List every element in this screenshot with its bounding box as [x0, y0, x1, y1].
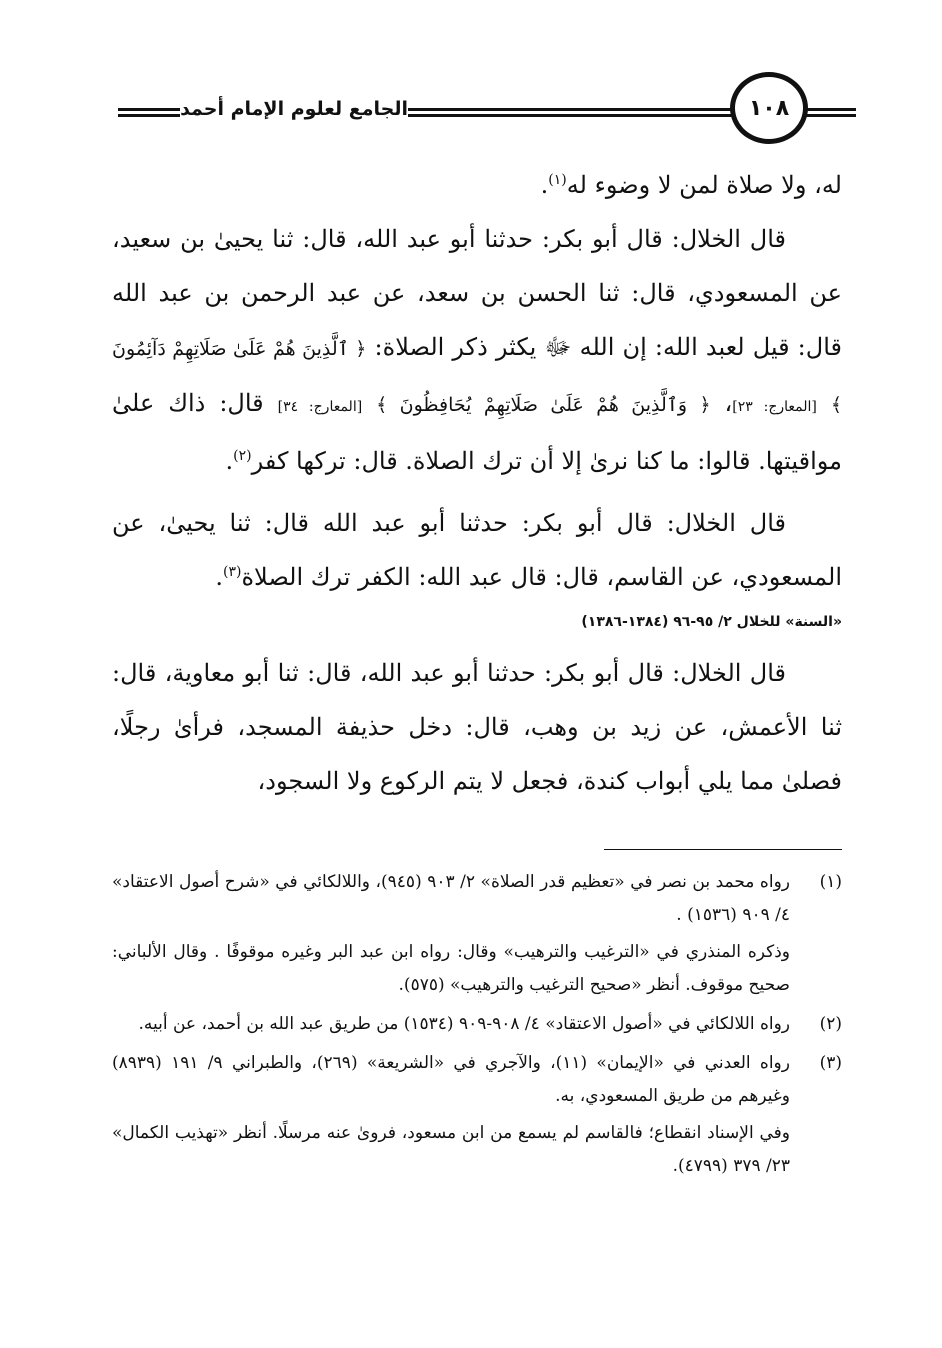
footnote-3-continuation: وفي الإسناد انقطاع؛ فالقاسم لم يسمع من ابن مسعود، فروىٰ عنه مرسلًا. أنظر «تهذيب الكمال» ٢٣/ ٣٧٩ (٤٧٩٩).: [112, 1123, 790, 1176]
header-rule-left-bottom: [118, 114, 180, 117]
footnote-mark-2: (٢): [233, 448, 252, 464]
footnote-number: (٢): [819, 1014, 842, 1034]
header-rule-left-top: [118, 108, 180, 111]
footnote-text: رواه اللالكائي في «أصول الاعتقاد» ٤/ ٩٠٨-٩٠٩ (١٥٣٤) من طريق عبد الله بن أحمد، عن أبيه.: [138, 1014, 790, 1034]
running-title: الجامع لعلوم الإمام أحمد: [180, 98, 408, 120]
paragraph-2-end: .: [225, 447, 234, 475]
paragraph-4: قال الخلال: قال أبو بكر: حدثنا أبو عبد الله، قال: ثنا أبو معاوية، قال: ثنا الأعمش، عن زيد بن وهب، قال: دخل حذيفة المسجد، فرأىٰ رجلًا، فصلىٰ مما يلي أبواب كندة، فجعل لا يتم الركوع ولا السجود،: [112, 659, 842, 795]
paragraph-2-text: قال الخلال: قال أبو بكر: حدثنا أبو عبد الله، قال: ثنا يحيىٰ بن سعيد، عن المسعودي، قال: ثنا الحسن بن سعد، عن عبد الرحمن بن عبد الله قال: قيل لعبد الله: إن الله ﷻ يكثر ذكر الصلاة:: [112, 225, 842, 361]
footnote-number: (١): [819, 872, 842, 892]
paragraph-1-text: له، ولا صلاة لمن لا وضوء له: [566, 171, 842, 199]
footnote-text: رواه العدني في «الإيمان» (١١)، والآجري في «الشريعة» (٢٦٩)، والطبراني ٩/ ١٩١ (٨٩٣٩) وغيرهم من طريق المسعودي، به.: [112, 1053, 790, 1106]
paragraph-2-rest: قال: ذاك علىٰ مواقيتها. قالوا: ما كنا نرىٰ إلا أن ترك الصلاة. قال: تركها كفر: [112, 389, 842, 475]
page-number-ring: [730, 72, 808, 144]
page-number: ١٠٨: [748, 95, 790, 121]
paragraph-3: [112, 496, 842, 604]
footnotes: [112, 866, 842, 1189]
footnote-text: رواه محمد بن نصر في «تعظيم قدر الصلاة» ٢/ ٩٠٣ (٩٤٥)، واللالكائي في «شرح أصول الاعتقاد» ٤/ ٩٠٩ (١٥٣٦) .: [112, 872, 790, 925]
verse-reference-2: [المعارج: ٣٤]: [277, 399, 363, 415]
verse-separator: ،: [710, 389, 733, 417]
footnote-number: (٣): [819, 1053, 842, 1073]
quran-verse-2: ﴿ وَٱلَّذِينَ هُمْ عَلَىٰ صَلَاتِهِمْ يُحَافِظُونَ ﴾: [376, 394, 711, 416]
footnote-1: [112, 866, 842, 932]
source-note: «السنة» للخلال ٢/ ٩٥-٩٦ (١٣٨٤-١٣٨٦): [581, 614, 842, 630]
footnote-2: [112, 1008, 842, 1041]
paragraph-3-text: قال الخلال: قال أبو بكر: حدثنا أبو عبد الله قال: ثنا يحيىٰ، عن المسعودي، عن القاسم، قال: قال عبد الله: الكفر ترك الصلاة: [112, 509, 842, 591]
footnote-3: [112, 1047, 842, 1113]
paragraph-1-end: .: [540, 171, 549, 199]
verse-reference-1: [المعارج: ٢٣]: [732, 399, 817, 415]
page-header: [118, 68, 856, 154]
quran-verse-1: ﴿ ٱلَّذِينَ هُمْ عَلَىٰ صَلَاتِهِمْ دَآئِمُونَ ﴾: [112, 338, 842, 416]
footnote-1-continuation: وذكره المنذري في «الترغيب والترهيب» وقال: رواه ابن عبد البر وغيره موقوفًا . وقال الألباني: صحيح موقوف. أنظر «صحيح الترغيب والترهيب» (٥٧٥).: [112, 942, 790, 995]
paragraph-2: [112, 212, 842, 488]
footnote-mark-3: (٣): [222, 564, 242, 580]
paragraph-1: [112, 158, 842, 212]
footnote-separator: [604, 849, 842, 850]
paragraph-3-end: .: [215, 563, 223, 591]
header-rule-right-top: [806, 108, 856, 111]
main-text: [112, 158, 842, 808]
footnote-mark-1: (١): [548, 172, 567, 188]
header-rule-right-bottom: [806, 114, 856, 117]
